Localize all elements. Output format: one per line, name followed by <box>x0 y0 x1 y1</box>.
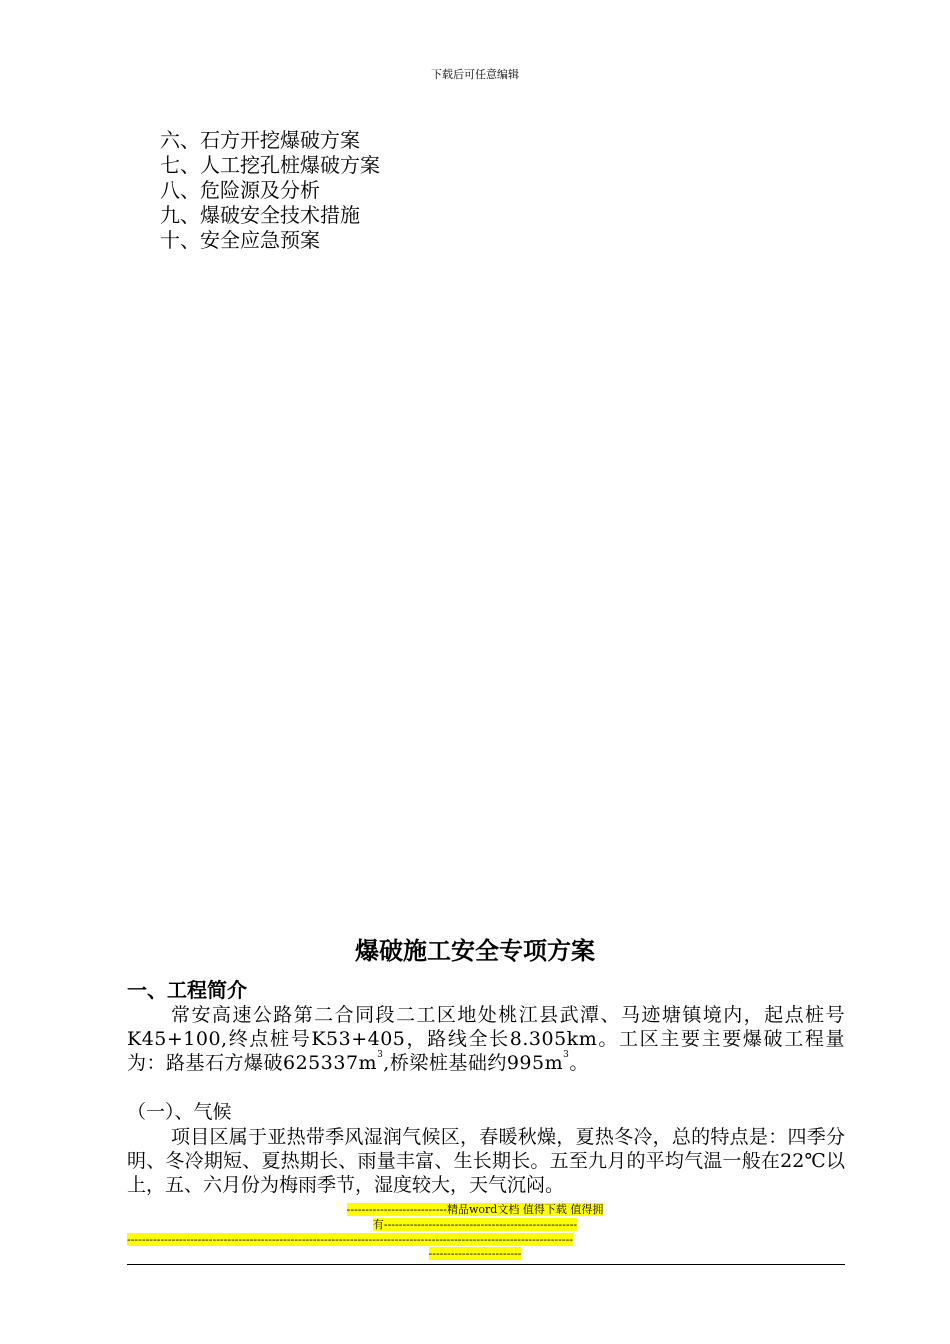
toc-item: 十、安全应急预案 <box>160 228 320 252</box>
highlighted-text: ------------------------- <box>428 1247 522 1260</box>
toc-item: 七、人工挖孔桩爆破方案 <box>160 153 380 177</box>
paragraph-text: ,桥梁桩基础约995m <box>383 1052 564 1074</box>
toc-item: 八、危险源及分析 <box>160 178 320 202</box>
table-of-contents <box>160 128 380 253</box>
section-heading: 一、工程简介 <box>127 978 247 1002</box>
footer-banner-line <box>0 1203 950 1216</box>
toc-item: 六、石方开挖爆破方案 <box>160 128 360 152</box>
superscript: 3 <box>563 1050 570 1060</box>
highlighted-text: ---------------------------精品word文档 值得下载 值得拥 <box>346 1203 604 1216</box>
page-header: 下载后可任意编辑 <box>431 68 519 81</box>
footer-banner-line <box>0 1247 950 1260</box>
paragraph-text: 。 <box>569 1052 589 1074</box>
superscript: 3 <box>377 1050 384 1060</box>
highlighted-text: ------------------------------------------------------------------------------------------------------------------------ <box>127 1233 574 1246</box>
subsection-heading: （一）、气候 <box>127 1101 232 1123</box>
project-overview-paragraph <box>127 1003 845 1075</box>
document-title: 爆破施工安全专项方案 <box>355 937 595 965</box>
footer-banner-line <box>0 1218 950 1231</box>
paragraph-text: 常安高速公路第二合同段二工区地处桃江县武潭、马迹塘镇境内，起点桩号K45+100,终点桩号K53+405，路线全长8.305km。工区主要主要爆破工程量为：路基石方爆破625337m <box>127 1004 845 1074</box>
toc-item: 九、爆破安全技术措施 <box>160 203 360 227</box>
footer-banner-line <box>127 1233 845 1246</box>
highlighted-text: 有---------------------------------------------------- <box>372 1218 578 1231</box>
climate-paragraph: 项目区属于亚热带季风湿润气候区，春暖秋燥，夏热冬冷，总的特点是：四季分明、冬冷期短、夏热期长、雨量丰富、生长期长。五至九月的平均气温一般在22℃以上，五、六月份为梅雨季节，湿度较大，天气沉闷。 <box>127 1126 845 1196</box>
footer-divider <box>127 1264 845 1265</box>
